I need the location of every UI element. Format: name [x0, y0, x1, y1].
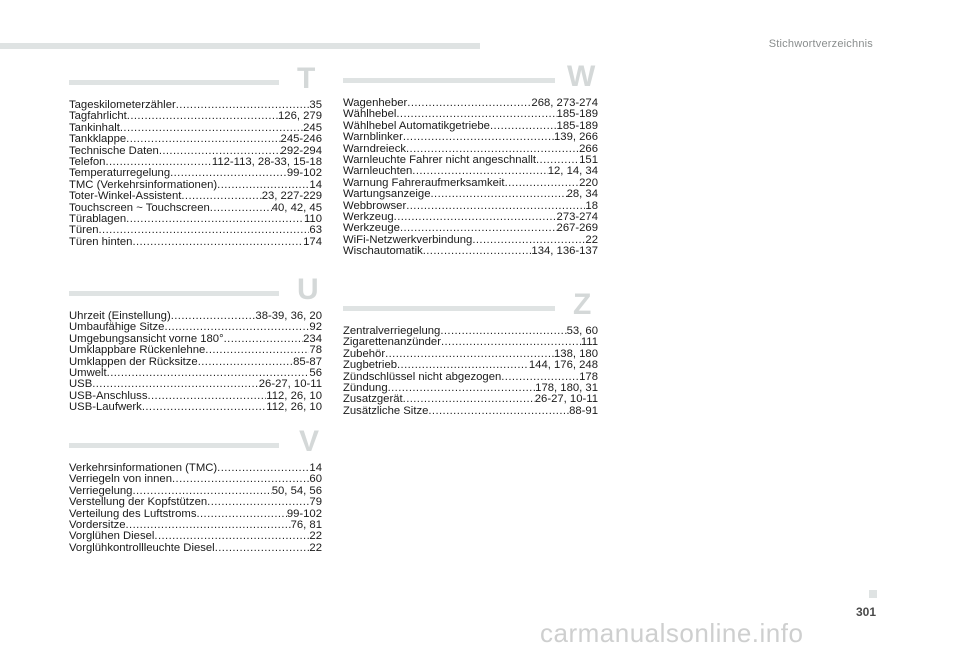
index-entry-term: Verteilung des Luftstroms [69, 507, 197, 520]
index-entry-pages: 76, 81 [290, 519, 322, 532]
index-entry-term: Türen hinten [69, 235, 133, 248]
index-entry-term: Tageskilometerzähler [69, 99, 176, 111]
index-entry-pages: 22 [585, 233, 598, 246]
dot-leader [132, 237, 303, 248]
section-divider [343, 306, 555, 311]
dot-leader [171, 311, 256, 322]
index-entry-pages: 110 [303, 213, 322, 226]
index-section-w [343, 60, 598, 258]
index-entry-pages: 126, 279 [278, 110, 322, 123]
index-entry-list [343, 326, 598, 417]
index-entry-term: Verstellung der Kopfstützen [69, 496, 208, 509]
index-entry [69, 134, 322, 145]
page-marker-dot [869, 590, 877, 598]
index-entry-term: Tagfahrlicht [69, 110, 127, 123]
index-entry-pages: 245 [303, 121, 322, 134]
page-header-title: Stichwortverzeichnis [768, 38, 873, 50]
index-entry-pages: 38-39, 36, 20 [255, 310, 322, 322]
index-entry [69, 543, 322, 554]
top-decorative-bar [0, 43, 480, 49]
index-entry-pages: 144, 176, 248 [528, 359, 598, 372]
index-entry-term: USB [69, 378, 93, 391]
index-entry-term: Türablagen [69, 213, 127, 226]
index-entry-term: Warnleuchte Fahrer nicht angeschnallt [343, 154, 536, 167]
index-entry-pages: 267-269 [556, 222, 598, 235]
index-section-v [69, 425, 322, 554]
page-number: 301 [855, 605, 876, 619]
index-entry-pages: 60 [309, 473, 322, 486]
index-entry-term: Toter-Winkel-Assistent [69, 190, 182, 203]
index-entry-term: Wischautomatik [343, 245, 423, 258]
index-entry-pages: 79 [309, 496, 322, 509]
index-entry-pages: 50, 54, 56 [271, 484, 322, 497]
index-entry-pages: 78 [309, 344, 322, 357]
section-letter: T [297, 62, 316, 95]
dot-leader [407, 98, 531, 109]
index-entry-term: Wartungsanzeige [343, 188, 431, 201]
index-entry-pages: 178 [579, 370, 598, 383]
section-letter: W [567, 60, 596, 93]
index-entry-pages: 273-274 [556, 211, 598, 224]
dot-leader [215, 543, 310, 554]
dot-leader [126, 214, 304, 225]
index-entry-pages: 26-27, 10-11 [534, 393, 598, 406]
dot-leader [428, 406, 569, 417]
index-entry-pages: 174 [303, 235, 322, 248]
index-entry-list [69, 100, 322, 248]
dot-leader [142, 402, 266, 413]
index-entry [343, 406, 598, 417]
index-entry-pages: 112, 26, 10 [266, 389, 322, 402]
index-entry-pages: 185-189 [556, 108, 598, 121]
index-entry-pages: 111 [580, 336, 598, 349]
index-entry-pages: 220 [579, 176, 598, 189]
index-entry-term: Warndreieck [343, 142, 406, 155]
index-entry-pages: 26-27, 10-11 [258, 378, 322, 391]
index-entry-pages: 23, 227-229 [261, 190, 322, 203]
index-entry-pages: 234 [303, 332, 322, 345]
index-entry-term: Webbrowser [343, 199, 407, 212]
index-entry-term: Werkzeuge [343, 222, 400, 235]
dot-leader [394, 212, 557, 223]
index-entry-pages: 85-87 [293, 355, 322, 368]
index-entry-term: Zentralverriegelung [343, 325, 441, 337]
dot-leader [403, 132, 554, 143]
index-entry-term: Umklappbare Rückenlehne [69, 344, 206, 357]
index-entry-pages: 151 [579, 154, 598, 167]
dot-leader [127, 111, 278, 122]
index-entry-pages: 18 [585, 199, 598, 212]
dot-leader [196, 509, 286, 520]
section-header [343, 288, 598, 326]
dot-leader [431, 189, 567, 200]
section-header [69, 425, 322, 463]
index-entry-list [343, 98, 598, 258]
dot-leader [205, 345, 309, 356]
index-entry [69, 237, 322, 248]
index-entry-pages: 139, 266 [554, 131, 598, 144]
index-entry-pages: 112, 26, 10 [266, 401, 322, 414]
index-entry [69, 191, 322, 202]
index-entry-pages: 245-246 [280, 133, 322, 146]
index-entry-pages: 88-91 [569, 404, 598, 417]
index-section-u [69, 273, 322, 414]
index-entry-pages: 292-294 [280, 144, 322, 157]
index-entry-pages: 12, 14, 34 [547, 165, 598, 178]
index-entry-pages: 92 [309, 321, 322, 334]
index-entry-pages: 22 [309, 530, 322, 543]
dot-leader [198, 357, 293, 368]
index-entry-pages: 112-113, 28-33, 15-18 [211, 156, 322, 169]
dot-leader [120, 123, 303, 134]
section-letter: Z [573, 288, 592, 321]
dot-leader [490, 121, 557, 132]
index-entry [343, 360, 598, 371]
index-entry-pages: 99-102 [286, 167, 322, 180]
index-entry-list [69, 311, 322, 414]
index-entry-pages: 178, 180, 31 [535, 382, 598, 395]
dot-leader [210, 203, 272, 214]
index-entry-pages: 185-189 [556, 119, 598, 132]
index-entry-term: Verriegeln von innen [69, 473, 173, 486]
index-entry-pages: 138, 180 [554, 347, 598, 360]
dot-leader [217, 463, 309, 474]
index-entry-pages: 14 [309, 178, 322, 191]
index-entry-term: Zugbetrieb [343, 359, 398, 372]
section-header [343, 60, 598, 98]
index-entry-pages: 134, 136-137 [531, 245, 598, 258]
index-entry-term: Vorglühen Diesel [69, 530, 155, 543]
dot-leader [207, 497, 309, 508]
section-header [69, 273, 322, 311]
index-entry-term: Vordersitze [69, 519, 126, 532]
dot-leader [224, 334, 304, 345]
dot-leader [181, 191, 261, 202]
index-entry [69, 497, 322, 508]
index-entry-pages: 268, 273-274 [531, 97, 598, 109]
index-entry-term: Tankklappe [69, 133, 127, 146]
index-entry-pages: 99-102 [286, 507, 322, 520]
index-entry-pages: 28, 34 [566, 188, 598, 201]
index-entry-term: Touchscreen ~ Touchscreen [69, 201, 210, 214]
index-entry-term: Wählhebel Automatikgetriebe [343, 119, 490, 132]
dot-leader [397, 360, 529, 371]
index-entry-term: Zündung [343, 382, 388, 395]
index-section-z [343, 288, 598, 417]
dot-leader [440, 326, 566, 337]
index-entry-term: Vorglühkontrollleuchte Diesel [69, 541, 215, 554]
index-entry-term: Zusätzliche Sitze [343, 404, 429, 417]
index-entry-term: Uhrzeit (Einstellung) [69, 310, 171, 322]
index-section-t [69, 62, 322, 248]
section-divider [69, 291, 279, 296]
index-entry-term: Warnblinker [343, 131, 403, 144]
section-letter: V [299, 425, 320, 458]
index-entry-term: Zigarettenanzünder [343, 336, 441, 349]
index-entry-term: Zubehör [343, 347, 386, 360]
index-entry [343, 189, 598, 200]
index-entry-term: TMC (Verkehrsinformationen) [69, 178, 218, 191]
section-letter: U [297, 273, 319, 306]
index-entry-term: Umbaufähige Sitze [69, 321, 165, 334]
index-entry-term: Tankinhalt [69, 121, 120, 134]
index-entry-pages: 14 [309, 462, 322, 474]
section-divider [69, 443, 279, 448]
index-entry-term: Telefon [69, 156, 106, 169]
index-entry-term: WiFi-Netzwerkverbindung [343, 233, 473, 246]
index-entry-term: Umklappen der Rücksitze [69, 355, 198, 368]
index-entry-pages: 40, 42, 45 [271, 201, 322, 214]
index-entry-term: Warnung Fahreraufmerksamkeit [343, 176, 505, 189]
index-entry-term: Temperaturregelung [69, 167, 171, 180]
index-entry-term: Wählhebel [343, 108, 397, 121]
index-entry-term: Zusatzgerät [343, 393, 403, 406]
watermark-text: carmanualsonline.info [540, 618, 804, 648]
index-entry [69, 402, 322, 413]
index-entry-term: Umwelt [69, 367, 107, 380]
index-entry-term: Warnleuchten [343, 165, 413, 178]
index-entry-term: USB-Laufwerk [69, 401, 142, 414]
index-entry-pages: 53, 60 [566, 325, 598, 337]
dot-leader [126, 134, 280, 145]
section-divider [343, 78, 555, 83]
index-entry-term: Verkehrsinformationen (TMC) [69, 462, 218, 474]
index-entry [343, 132, 598, 143]
index-entry-pages: 56 [309, 367, 322, 380]
section-divider [69, 80, 279, 85]
index-entry-term: Verriegelung [69, 484, 133, 497]
dot-leader [423, 246, 532, 257]
index-entry-pages: 22 [309, 541, 322, 554]
dot-leader [147, 391, 266, 402]
index-entry-pages: 35 [309, 99, 322, 111]
index-entry [69, 345, 322, 356]
index-entry-pages: 266 [579, 142, 598, 155]
index-entry-term: Umgebungsansicht vorne 180° [69, 332, 224, 345]
index-entry-list [69, 463, 322, 554]
index-entry-term: Türen [69, 224, 99, 237]
index-entry-pages: 63 [309, 224, 322, 237]
index-entry [69, 214, 322, 225]
dot-leader [388, 383, 536, 394]
index-entry-term: Technische Daten [69, 144, 159, 157]
section-header [69, 62, 322, 100]
index-entry [343, 246, 598, 257]
index-entry-term: Zündschlüssel nicht abgezogen [343, 370, 502, 383]
index-entry-term: Werkzeug [343, 211, 394, 224]
index-entry-term: USB-Anschluss [69, 389, 148, 402]
index-entry-term: Wagenheber [343, 97, 408, 109]
